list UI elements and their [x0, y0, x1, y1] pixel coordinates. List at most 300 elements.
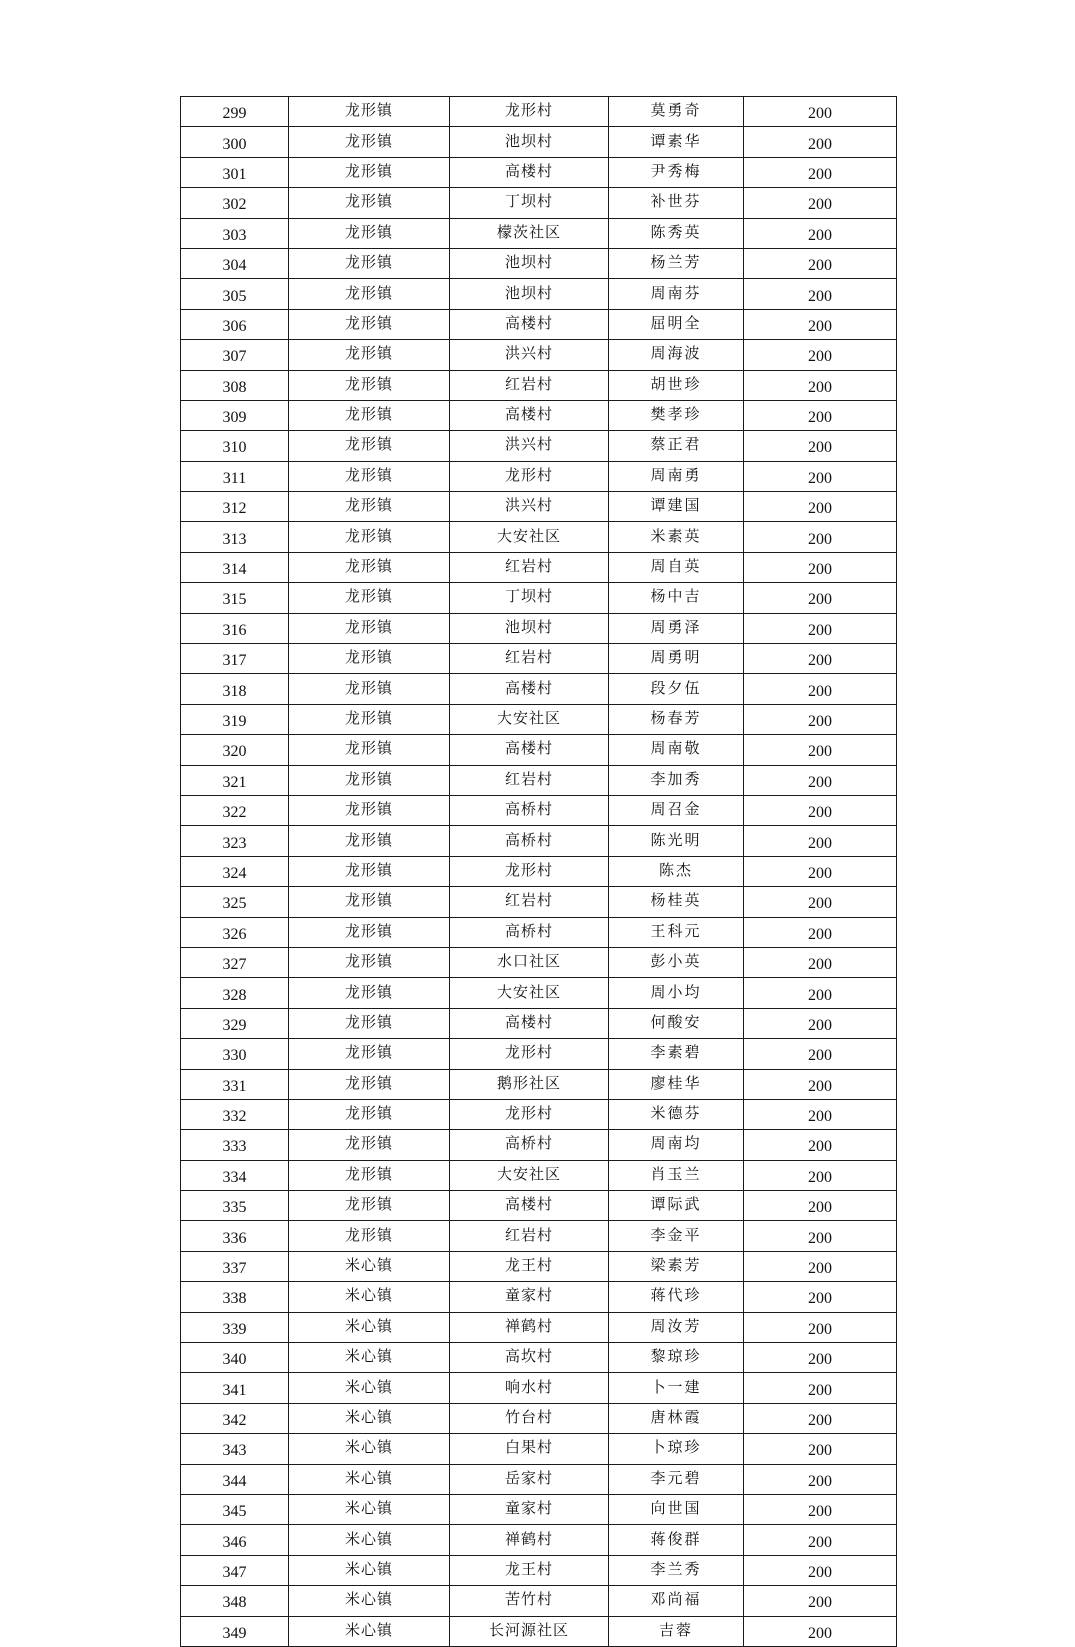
table-row	[181, 795, 897, 825]
roster-table	[180, 96, 897, 1647]
village-cell: 丁坝村	[450, 188, 609, 218]
serial-number-cell: 302	[181, 188, 289, 218]
town-cell: 龙形镇	[289, 795, 450, 825]
serial-number-cell: 308	[181, 370, 289, 400]
amount-cell: 200	[744, 978, 897, 1008]
person-name-cell: 卜一建	[609, 1373, 744, 1403]
serial-number-cell: 317	[181, 644, 289, 674]
person-name-cell: 谭素华	[609, 127, 744, 157]
table-row	[181, 218, 897, 248]
amount-cell: 200	[744, 1130, 897, 1160]
table-row	[181, 157, 897, 187]
person-name-cell: 李加秀	[609, 765, 744, 795]
table-row	[181, 1191, 897, 1221]
table-row	[181, 1525, 897, 1555]
serial-number-cell: 316	[181, 613, 289, 643]
serial-number-cell: 328	[181, 978, 289, 1008]
table-row	[181, 492, 897, 522]
person-name-cell: 莫勇奇	[609, 97, 744, 127]
amount-cell: 200	[744, 522, 897, 552]
person-name-cell: 何酸安	[609, 1008, 744, 1038]
amount-cell: 200	[744, 400, 897, 430]
village-cell: 大安社区	[450, 522, 609, 552]
table-row	[181, 1069, 897, 1099]
table-row	[181, 522, 897, 552]
amount-cell: 200	[744, 1251, 897, 1281]
village-cell: 高楼村	[450, 735, 609, 765]
amount-cell: 200	[744, 735, 897, 765]
amount-cell: 200	[744, 1312, 897, 1342]
amount-cell: 200	[744, 826, 897, 856]
table-row	[181, 370, 897, 400]
table-row	[181, 1312, 897, 1342]
table-row	[181, 1494, 897, 1524]
town-cell: 米心镇	[289, 1251, 450, 1281]
table-row	[181, 856, 897, 886]
person-name-cell: 杨春芳	[609, 704, 744, 734]
serial-number-cell: 327	[181, 947, 289, 977]
amount-cell: 200	[744, 1525, 897, 1555]
person-name-cell: 补世芬	[609, 188, 744, 218]
person-name-cell: 彭小英	[609, 947, 744, 977]
amount-cell: 200	[744, 1160, 897, 1190]
village-cell: 洪兴村	[450, 492, 609, 522]
town-cell: 米心镇	[289, 1403, 450, 1433]
town-cell: 龙形镇	[289, 97, 450, 127]
table-row	[181, 1616, 897, 1646]
serial-number-cell: 312	[181, 492, 289, 522]
town-cell: 米心镇	[289, 1373, 450, 1403]
town-cell: 龙形镇	[289, 431, 450, 461]
serial-number-cell: 315	[181, 583, 289, 613]
amount-cell: 200	[744, 1555, 897, 1585]
serial-number-cell: 321	[181, 765, 289, 795]
village-cell: 鹅形社区	[450, 1069, 609, 1099]
table-row	[181, 917, 897, 947]
town-cell: 龙形镇	[289, 492, 450, 522]
village-cell: 高坎村	[450, 1343, 609, 1373]
serial-number-cell: 318	[181, 674, 289, 704]
serial-number-cell: 305	[181, 279, 289, 309]
serial-number-cell: 346	[181, 1525, 289, 1555]
person-name-cell: 屈明全	[609, 309, 744, 339]
serial-number-cell: 301	[181, 157, 289, 187]
amount-cell: 200	[744, 795, 897, 825]
table-row	[181, 947, 897, 977]
amount-cell: 200	[744, 583, 897, 613]
serial-number-cell: 331	[181, 1069, 289, 1099]
person-name-cell: 周南勇	[609, 461, 744, 491]
person-name-cell: 周南芬	[609, 279, 744, 309]
town-cell: 龙形镇	[289, 735, 450, 765]
town-cell: 米心镇	[289, 1343, 450, 1373]
village-cell: 水口社区	[450, 947, 609, 977]
amount-cell: 200	[744, 1403, 897, 1433]
table-row	[181, 400, 897, 430]
serial-number-cell: 338	[181, 1282, 289, 1312]
table-row	[181, 1008, 897, 1038]
town-cell: 龙形镇	[289, 279, 450, 309]
village-cell: 大安社区	[450, 978, 609, 1008]
village-cell: 红岩村	[450, 644, 609, 674]
serial-number-cell: 342	[181, 1403, 289, 1433]
village-cell: 大安社区	[450, 704, 609, 734]
village-cell: 高楼村	[450, 309, 609, 339]
person-name-cell: 向世国	[609, 1494, 744, 1524]
village-cell: 红岩村	[450, 370, 609, 400]
amount-cell: 200	[744, 1586, 897, 1616]
amount-cell: 200	[744, 279, 897, 309]
amount-cell: 200	[744, 1464, 897, 1494]
table-row	[181, 127, 897, 157]
serial-number-cell: 326	[181, 917, 289, 947]
table-row	[181, 1221, 897, 1251]
amount-cell: 200	[744, 1221, 897, 1251]
village-cell: 高楼村	[450, 1191, 609, 1221]
person-name-cell: 李元碧	[609, 1464, 744, 1494]
serial-number-cell: 306	[181, 309, 289, 339]
town-cell: 龙形镇	[289, 704, 450, 734]
amount-cell: 200	[744, 461, 897, 491]
town-cell: 龙形镇	[289, 947, 450, 977]
village-cell: 禅鹤村	[450, 1525, 609, 1555]
village-cell: 红岩村	[450, 887, 609, 917]
table-row	[181, 978, 897, 1008]
amount-cell: 200	[744, 1282, 897, 1312]
serial-number-cell: 311	[181, 461, 289, 491]
serial-number-cell: 310	[181, 431, 289, 461]
town-cell: 米心镇	[289, 1464, 450, 1494]
amount-cell: 200	[744, 1616, 897, 1646]
amount-cell: 200	[744, 856, 897, 886]
person-name-cell: 陈杰	[609, 856, 744, 886]
village-cell: 高桥村	[450, 917, 609, 947]
person-name-cell: 陈光明	[609, 826, 744, 856]
person-name-cell: 肖玉兰	[609, 1160, 744, 1190]
person-name-cell: 樊孝珍	[609, 400, 744, 430]
person-name-cell: 蒋代珍	[609, 1282, 744, 1312]
amount-cell: 200	[744, 248, 897, 278]
table-row	[181, 1434, 897, 1464]
village-cell: 响水村	[450, 1373, 609, 1403]
village-cell: 高桥村	[450, 795, 609, 825]
town-cell: 龙形镇	[289, 461, 450, 491]
town-cell: 龙形镇	[289, 978, 450, 1008]
village-cell: 苦竹村	[450, 1586, 609, 1616]
town-cell: 龙形镇	[289, 340, 450, 370]
table-row	[181, 248, 897, 278]
amount-cell: 200	[744, 1191, 897, 1221]
table-row	[181, 340, 897, 370]
village-cell: 高楼村	[450, 1008, 609, 1038]
table-row	[181, 674, 897, 704]
village-cell: 龙王村	[450, 1555, 609, 1585]
village-cell: 池坝村	[450, 613, 609, 643]
town-cell: 龙形镇	[289, 1069, 450, 1099]
serial-number-cell: 325	[181, 887, 289, 917]
village-cell: 龙形村	[450, 461, 609, 491]
person-name-cell: 邓尚福	[609, 1586, 744, 1616]
table-row	[181, 1586, 897, 1616]
town-cell: 龙形镇	[289, 157, 450, 187]
town-cell: 龙形镇	[289, 583, 450, 613]
town-cell: 龙形镇	[289, 400, 450, 430]
person-name-cell: 卜琼珍	[609, 1434, 744, 1464]
serial-number-cell: 348	[181, 1586, 289, 1616]
person-name-cell: 周汝芳	[609, 1312, 744, 1342]
table-row	[181, 887, 897, 917]
table-row	[181, 613, 897, 643]
amount-cell: 200	[744, 127, 897, 157]
table-row	[181, 1403, 897, 1433]
village-cell: 龙形村	[450, 856, 609, 886]
serial-number-cell: 335	[181, 1191, 289, 1221]
amount-cell: 200	[744, 552, 897, 582]
amount-cell: 200	[744, 1039, 897, 1069]
village-cell: 高楼村	[450, 157, 609, 187]
village-cell: 龙形村	[450, 1039, 609, 1069]
amount-cell: 200	[744, 340, 897, 370]
person-name-cell: 陈秀英	[609, 218, 744, 248]
table-row	[181, 704, 897, 734]
amount-cell: 200	[744, 431, 897, 461]
town-cell: 龙形镇	[289, 887, 450, 917]
town-cell: 米心镇	[289, 1586, 450, 1616]
person-name-cell: 段夕伍	[609, 674, 744, 704]
person-name-cell: 周小均	[609, 978, 744, 1008]
village-cell: 高楼村	[450, 674, 609, 704]
serial-number-cell: 300	[181, 127, 289, 157]
serial-number-cell: 333	[181, 1130, 289, 1160]
town-cell: 龙形镇	[289, 188, 450, 218]
person-name-cell: 李金平	[609, 1221, 744, 1251]
village-cell: 红岩村	[450, 1221, 609, 1251]
serial-number-cell: 336	[181, 1221, 289, 1251]
serial-number-cell: 340	[181, 1343, 289, 1373]
town-cell: 龙形镇	[289, 1008, 450, 1038]
table-row	[181, 826, 897, 856]
amount-cell: 200	[744, 218, 897, 248]
town-cell: 龙形镇	[289, 127, 450, 157]
person-name-cell: 周自英	[609, 552, 744, 582]
table-row	[181, 644, 897, 674]
town-cell: 米心镇	[289, 1525, 450, 1555]
serial-number-cell: 309	[181, 400, 289, 430]
table-row	[181, 309, 897, 339]
amount-cell: 200	[744, 1008, 897, 1038]
serial-number-cell: 303	[181, 218, 289, 248]
serial-number-cell: 319	[181, 704, 289, 734]
village-cell: 龙形村	[450, 97, 609, 127]
village-cell: 丁坝村	[450, 583, 609, 613]
town-cell: 龙形镇	[289, 1160, 450, 1190]
amount-cell: 200	[744, 370, 897, 400]
town-cell: 龙形镇	[289, 674, 450, 704]
village-cell: 池坝村	[450, 248, 609, 278]
town-cell: 米心镇	[289, 1282, 450, 1312]
person-name-cell: 李素碧	[609, 1039, 744, 1069]
town-cell: 龙形镇	[289, 1039, 450, 1069]
amount-cell: 200	[744, 1069, 897, 1099]
serial-number-cell: 324	[181, 856, 289, 886]
roster-table-body	[181, 97, 897, 1647]
town-cell: 龙形镇	[289, 1191, 450, 1221]
village-cell: 禅鹤村	[450, 1312, 609, 1342]
table-row	[181, 1343, 897, 1373]
table-row	[181, 1251, 897, 1281]
serial-number-cell: 314	[181, 552, 289, 582]
amount-cell: 200	[744, 765, 897, 795]
person-name-cell: 吉蓉	[609, 1616, 744, 1646]
table-row	[181, 1160, 897, 1190]
person-name-cell: 胡世珍	[609, 370, 744, 400]
table-row	[181, 431, 897, 461]
person-name-cell: 杨桂英	[609, 887, 744, 917]
table-row	[181, 1464, 897, 1494]
town-cell: 龙形镇	[289, 826, 450, 856]
person-name-cell: 周召金	[609, 795, 744, 825]
town-cell: 龙形镇	[289, 765, 450, 795]
amount-cell: 200	[744, 1434, 897, 1464]
serial-number-cell: 322	[181, 795, 289, 825]
village-cell: 童家村	[450, 1282, 609, 1312]
town-cell: 龙形镇	[289, 552, 450, 582]
person-name-cell: 蒋俊群	[609, 1525, 744, 1555]
table-row	[181, 552, 897, 582]
table-row	[181, 279, 897, 309]
person-name-cell: 周南均	[609, 1130, 744, 1160]
serial-number-cell: 334	[181, 1160, 289, 1190]
serial-number-cell: 304	[181, 248, 289, 278]
person-name-cell: 王科元	[609, 917, 744, 947]
amount-cell: 200	[744, 492, 897, 522]
serial-number-cell: 349	[181, 1616, 289, 1646]
town-cell: 米心镇	[289, 1555, 450, 1585]
serial-number-cell: 329	[181, 1008, 289, 1038]
village-cell: 白果村	[450, 1434, 609, 1464]
person-name-cell: 周勇明	[609, 644, 744, 674]
person-name-cell: 蔡正君	[609, 431, 744, 461]
table-row	[181, 583, 897, 613]
table-row	[181, 735, 897, 765]
amount-cell: 200	[744, 887, 897, 917]
person-name-cell: 杨兰芳	[609, 248, 744, 278]
amount-cell: 200	[744, 1099, 897, 1129]
village-cell: 红岩村	[450, 552, 609, 582]
amount-cell: 200	[744, 1343, 897, 1373]
serial-number-cell: 337	[181, 1251, 289, 1281]
serial-number-cell: 320	[181, 735, 289, 765]
amount-cell: 200	[744, 1494, 897, 1524]
town-cell: 龙形镇	[289, 248, 450, 278]
person-name-cell: 周海波	[609, 340, 744, 370]
table-row	[181, 188, 897, 218]
person-name-cell: 梁素芳	[609, 1251, 744, 1281]
person-name-cell: 李兰秀	[609, 1555, 744, 1585]
table-row	[181, 97, 897, 127]
town-cell: 龙形镇	[289, 1221, 450, 1251]
village-cell: 大安社区	[450, 1160, 609, 1190]
serial-number-cell: 299	[181, 97, 289, 127]
person-name-cell: 杨中吉	[609, 583, 744, 613]
village-cell: 洪兴村	[450, 431, 609, 461]
person-name-cell: 廖桂华	[609, 1069, 744, 1099]
town-cell: 龙形镇	[289, 370, 450, 400]
village-cell: 池坝村	[450, 127, 609, 157]
village-cell: 童家村	[450, 1494, 609, 1524]
serial-number-cell: 323	[181, 826, 289, 856]
serial-number-cell: 339	[181, 1312, 289, 1342]
person-name-cell: 谭建国	[609, 492, 744, 522]
town-cell: 龙形镇	[289, 644, 450, 674]
table-row	[181, 1099, 897, 1129]
amount-cell: 200	[744, 947, 897, 977]
amount-cell: 200	[744, 674, 897, 704]
serial-number-cell: 343	[181, 1434, 289, 1464]
town-cell: 龙形镇	[289, 613, 450, 643]
serial-number-cell: 307	[181, 340, 289, 370]
person-name-cell: 黎琼珍	[609, 1343, 744, 1373]
table-row	[181, 1282, 897, 1312]
town-cell: 米心镇	[289, 1312, 450, 1342]
amount-cell: 200	[744, 1373, 897, 1403]
village-cell: 洪兴村	[450, 340, 609, 370]
amount-cell: 200	[744, 188, 897, 218]
town-cell: 米心镇	[289, 1434, 450, 1464]
village-cell: 高桥村	[450, 1130, 609, 1160]
amount-cell: 200	[744, 704, 897, 734]
village-cell: 竹台村	[450, 1403, 609, 1433]
village-cell: 长河源社区	[450, 1616, 609, 1646]
person-name-cell: 周勇泽	[609, 613, 744, 643]
serial-number-cell: 313	[181, 522, 289, 552]
person-name-cell: 唐林霞	[609, 1403, 744, 1433]
town-cell: 米心镇	[289, 1494, 450, 1524]
village-cell: 红岩村	[450, 765, 609, 795]
person-name-cell: 谭际武	[609, 1191, 744, 1221]
village-cell: 岳家村	[450, 1464, 609, 1494]
village-cell: 檬茨社区	[450, 218, 609, 248]
amount-cell: 200	[744, 613, 897, 643]
amount-cell: 200	[744, 97, 897, 127]
town-cell: 龙形镇	[289, 309, 450, 339]
amount-cell: 200	[744, 157, 897, 187]
table-row	[181, 765, 897, 795]
table-row	[181, 1130, 897, 1160]
person-name-cell: 周南敬	[609, 735, 744, 765]
person-name-cell: 尹秀梅	[609, 157, 744, 187]
serial-number-cell: 344	[181, 1464, 289, 1494]
town-cell: 龙形镇	[289, 917, 450, 947]
town-cell: 米心镇	[289, 1616, 450, 1646]
amount-cell: 200	[744, 309, 897, 339]
village-cell: 龙形村	[450, 1099, 609, 1129]
serial-number-cell: 345	[181, 1494, 289, 1524]
town-cell: 龙形镇	[289, 1130, 450, 1160]
person-name-cell: 米素英	[609, 522, 744, 552]
amount-cell: 200	[744, 644, 897, 674]
town-cell: 龙形镇	[289, 1099, 450, 1129]
village-cell: 龙王村	[450, 1251, 609, 1281]
table-row	[181, 1555, 897, 1585]
town-cell: 龙形镇	[289, 218, 450, 248]
amount-cell: 200	[744, 917, 897, 947]
town-cell: 龙形镇	[289, 522, 450, 552]
serial-number-cell: 341	[181, 1373, 289, 1403]
serial-number-cell: 347	[181, 1555, 289, 1585]
town-cell: 龙形镇	[289, 856, 450, 886]
table-row	[181, 1039, 897, 1069]
